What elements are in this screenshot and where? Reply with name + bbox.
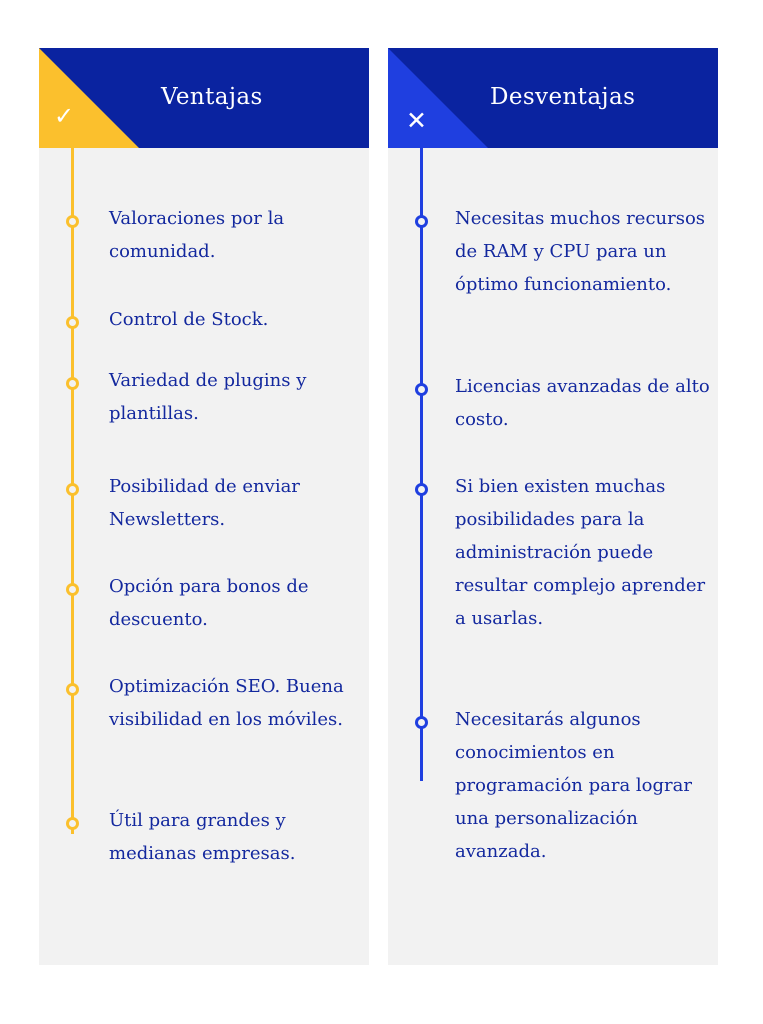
- desventajas-corner-triangle: [388, 48, 488, 148]
- desventajas-title: Desventajas: [490, 84, 636, 110]
- item-text: Variedad de plugins y plantillas.: [109, 370, 307, 424]
- ventajas-panel: [39, 48, 369, 965]
- item-text: Posibilidad de enviar Newsletters.: [109, 476, 300, 530]
- item-text: Control de Stock.: [109, 309, 269, 330]
- item-text: Útil para grandes y medianas empresas.: [109, 810, 296, 864]
- timeline-dot: [415, 483, 428, 496]
- item-text: Optimización SEO. Buena visibilidad en los móviles.: [109, 676, 344, 730]
- desventajas-timeline: [420, 148, 423, 781]
- check-icon: ✓: [54, 102, 75, 130]
- timeline-dot: [415, 215, 428, 228]
- timeline-dot: [66, 316, 79, 329]
- ventajas-title: Ventajas: [161, 84, 263, 110]
- timeline-dot: [415, 383, 428, 396]
- item-text: Valoraciones por la comunidad.: [109, 208, 285, 262]
- x-icon: ✕: [406, 106, 427, 135]
- desventajas-header: [388, 48, 718, 148]
- item-text: Si bien existen muchas posibilidades para la administración puede resultar complejo aprender a usarlas.: [455, 476, 706, 629]
- ventajas-corner-triangle: [39, 48, 139, 148]
- timeline-dot: [66, 817, 79, 830]
- desventajas-panel: [388, 48, 718, 965]
- timeline-dot: [66, 377, 79, 390]
- timeline-dot: [66, 215, 79, 228]
- item-text: Opción para bonos de descuento.: [109, 576, 309, 630]
- item-text: Necesitas muchos recursos de RAM y CPU para un óptimo funcionamiento.: [455, 208, 706, 295]
- timeline-dot: [415, 716, 428, 729]
- ventajas-header: [39, 48, 369, 148]
- timeline-dot: [66, 583, 79, 596]
- timeline-dot: [66, 483, 79, 496]
- item-text: Necesitarás algunos conocimientos en programación para lograr una personalización avanzada.: [455, 709, 692, 862]
- item-text: Licencias avanzadas de alto costo.: [455, 376, 710, 430]
- timeline-dot: [66, 683, 79, 696]
